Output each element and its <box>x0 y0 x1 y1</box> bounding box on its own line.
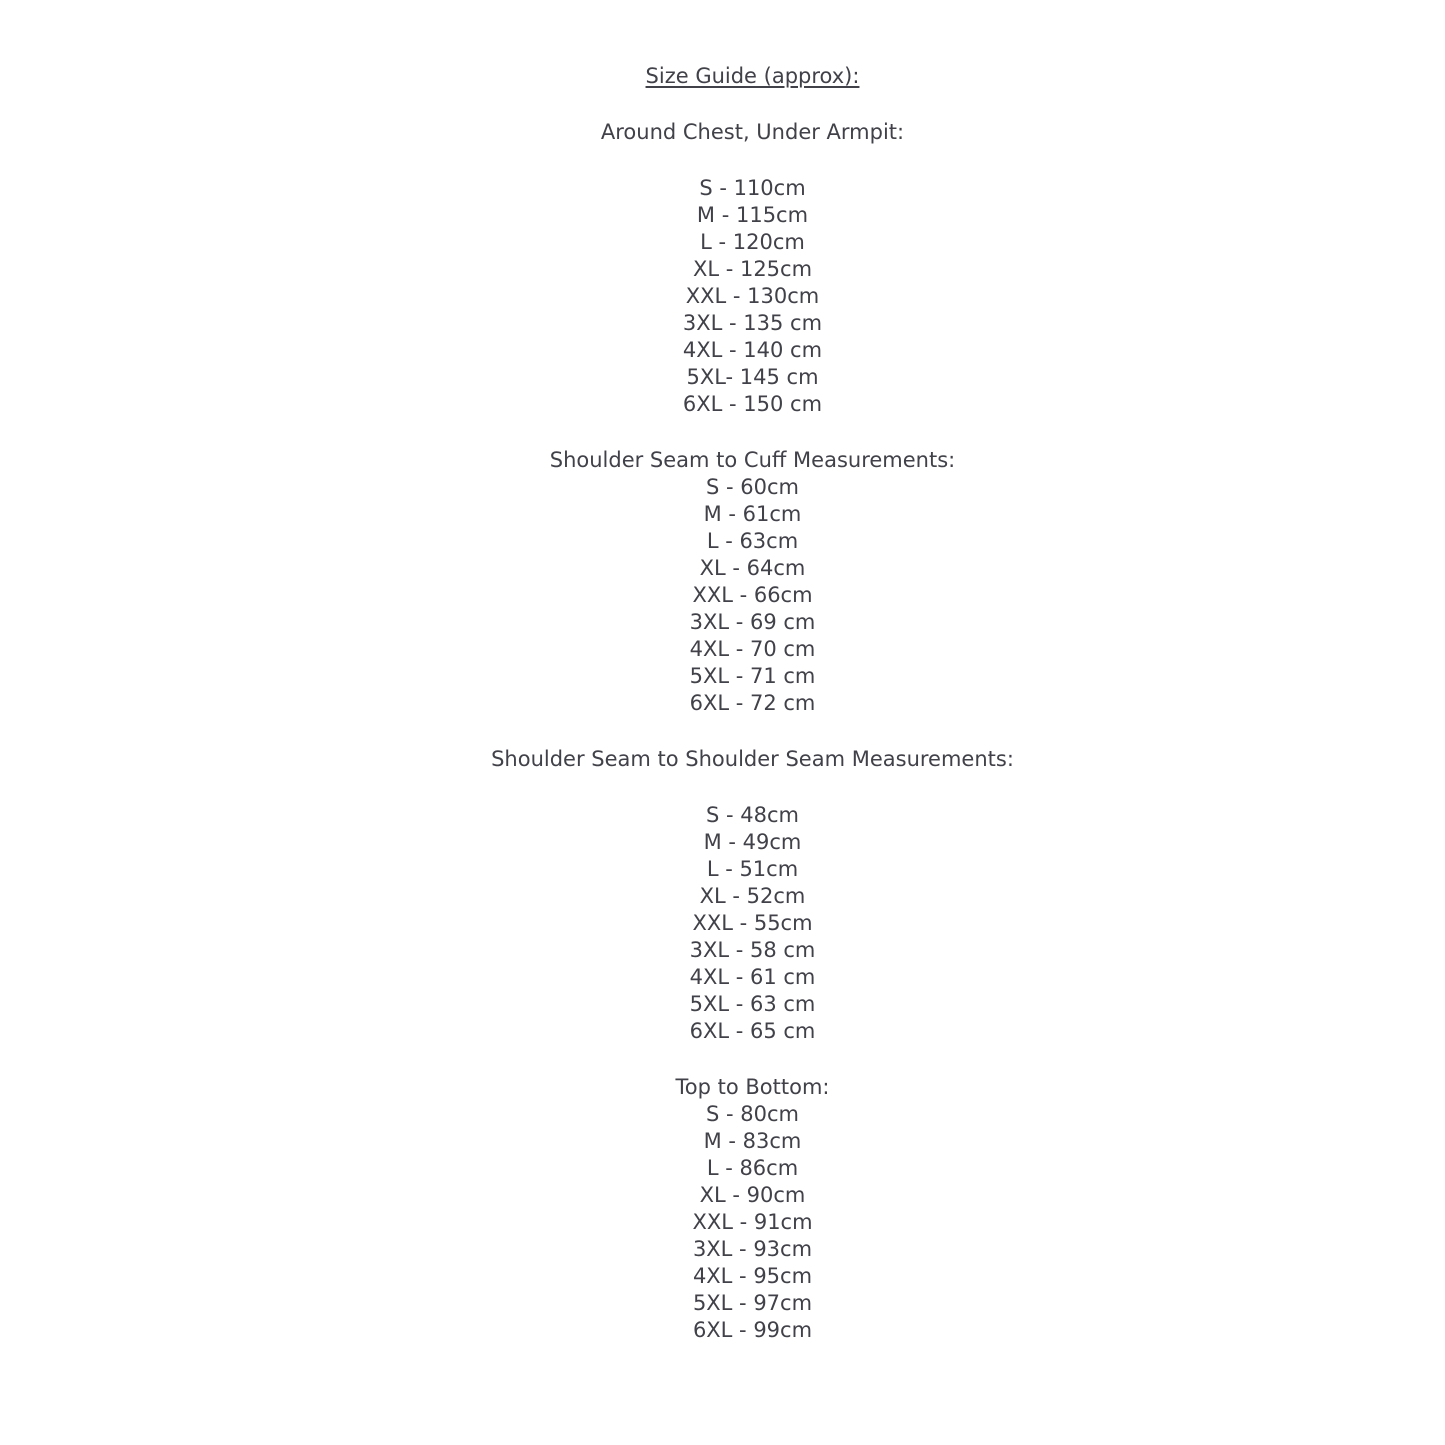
size-line: L - 86cm <box>706 1156 799 1180</box>
size-line: XL - 90cm <box>699 1183 806 1207</box>
size-line: 6XL - 99cm <box>692 1318 813 1342</box>
size-line: S - 80cm <box>706 1102 799 1126</box>
size-line: L - 51cm <box>706 857 799 881</box>
size-line: XL - 64cm <box>699 556 806 580</box>
size-section <box>60 1074 1445 1344</box>
size-line: 3XL - 69 cm <box>689 610 816 634</box>
size-guide-sections <box>60 119 1445 1344</box>
size-line: XXL - 66cm <box>692 583 813 607</box>
section-heading: Shoulder Seam to Shoulder Seam Measurements: <box>491 747 1014 771</box>
size-line: 5XL- 145 cm <box>686 365 819 389</box>
section-heading: Around Chest, Under Armpit: <box>600 120 905 144</box>
size-line: 4XL - 70 cm <box>689 637 816 661</box>
size-line: XL - 52cm <box>699 884 806 908</box>
size-guide-document <box>60 0 1445 1344</box>
size-line: 4XL - 140 cm <box>682 338 823 362</box>
size-section <box>60 746 1445 1045</box>
size-line: 3XL - 58 cm <box>689 938 816 962</box>
size-line: M - 83cm <box>703 1129 802 1153</box>
section-heading: Top to Bottom: <box>675 1075 830 1099</box>
size-line: S - 48cm <box>706 803 799 827</box>
size-line: 5XL - 71 cm <box>689 664 816 688</box>
size-line: XXL - 130cm <box>685 284 820 308</box>
size-line: S - 60cm <box>706 475 799 499</box>
size-section <box>60 119 1445 418</box>
size-line: 3XL - 135 cm <box>682 311 823 335</box>
size-line: 6XL - 65 cm <box>689 1019 816 1043</box>
size-guide-title: Size Guide (approx): <box>645 64 860 88</box>
size-line: S - 110cm <box>699 176 806 200</box>
size-line: XL - 125cm <box>692 257 813 281</box>
size-line: 5XL - 63 cm <box>689 992 816 1016</box>
size-line: M - 49cm <box>703 830 802 854</box>
size-section <box>60 447 1445 717</box>
size-line: L - 63cm <box>706 529 799 553</box>
size-line: 3XL - 93cm <box>692 1237 813 1261</box>
size-line: 6XL - 72 cm <box>689 691 816 715</box>
size-line: 6XL - 150 cm <box>682 392 823 416</box>
size-line: 5XL - 97cm <box>692 1291 813 1315</box>
size-line: 4XL - 61 cm <box>689 965 816 989</box>
size-line: XXL - 55cm <box>692 911 813 935</box>
size-line: 4XL - 95cm <box>692 1264 813 1288</box>
size-line: XXL - 91cm <box>692 1210 813 1234</box>
size-line: M - 61cm <box>703 502 802 526</box>
size-line: M - 115cm <box>696 203 809 227</box>
size-line: L - 120cm <box>700 230 805 254</box>
section-heading: Shoulder Seam to Cuff Measurements: <box>549 448 956 472</box>
